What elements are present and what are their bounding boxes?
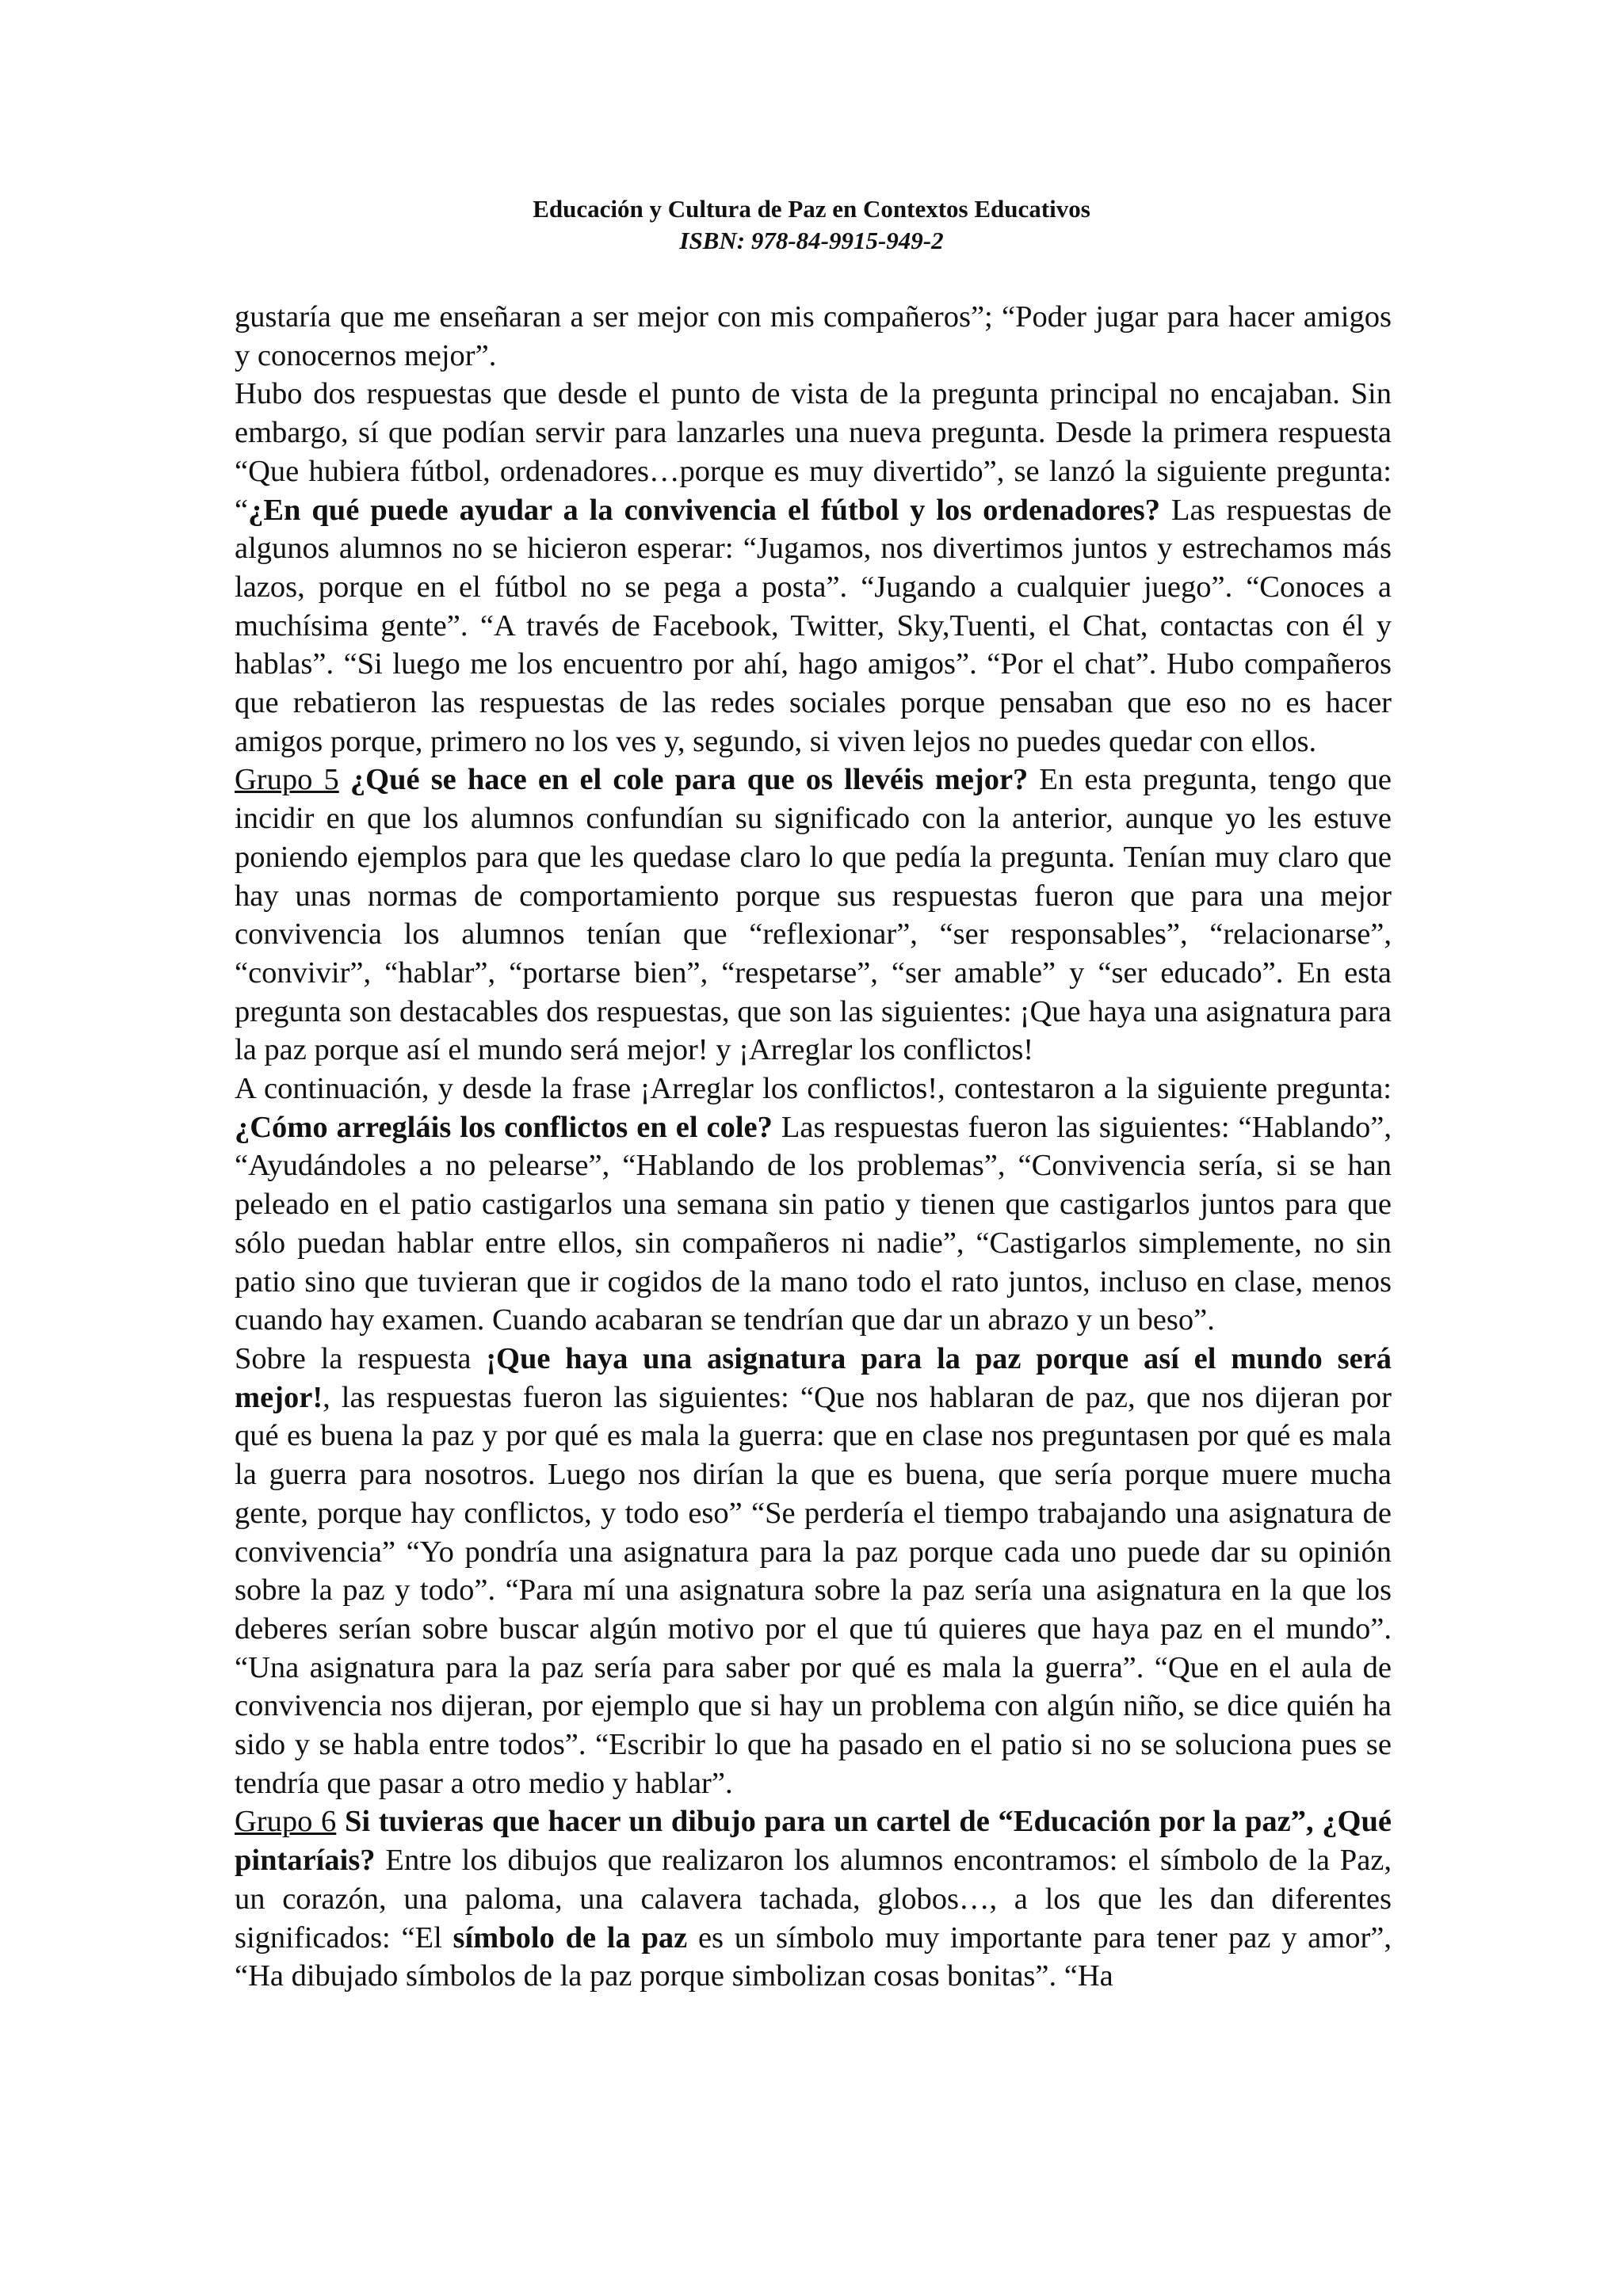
- paragraph-2-text-a: Hubo dos respuestas que desde el punto de vista de la pregunta principal no encajaban. Sin embargo, sí que podían servir para lanzarles una nueva pregunta. Desde la primera respuesta “Que hubiera fútbol, ordenadores…porque es muy divertido”, se lanzó la siguiente pregunta: “: [235, 377, 1392, 527]
- document-body: [235, 298, 1392, 1996]
- paragraph-4-text-a: A continuación, y desde la frase ¡Arreglar los conflictos!, contestaron a la siguiente pregunta:: [235, 1072, 1392, 1106]
- paragraph-1-text: gustaría que me enseñaran a ser mejor con mis compañeros”; “Poder jugar para hacer amigos y conocernos mejor”.: [235, 300, 1392, 372]
- group-6-label: Grupo 6: [235, 1805, 337, 1839]
- paragraph-6-text-a: Entre los dibujos que realizaron los alumnos encontramos: el símbolo de la Paz, un corazón, una paloma, una calavera tachada, globos…, a los que les dan diferentes significados: “El: [235, 1844, 1392, 1955]
- paragraph-5: [235, 1340, 1392, 1802]
- paragraph-2-text-b: Las respuestas de algunos alumnos no se hicieron esperar: “Jugamos, nos divertimos juntos y estrechamos más lazos, porque en el fútbol no se pega a posta”. “Jugando a cualquier juego”. “Conoces a muchísima gente”. “A través de Facebook, Twitter, Sky,Tuenti, el Chat, contactas con él y hablas”. “Si luego me los encuentro por ahí, hago amigos”. “Por el chat”. Hubo compañeros que rebatieron las respuestas de las redes sociales porque pensaban que eso no es hacer amigos porque, primero no los ves y, segundo, si viven lejos no puedes quedar con ellos.: [235, 493, 1392, 758]
- page-header: [0, 193, 1623, 257]
- paragraph-4-text-b: Las respuestas fueron las siguientes: “Hablando”, “Ayudándoles a no pelearse”, “Hablando de los problemas”, “Convivencia sería, si se han peleado en el patio castigarlos una semana sin patio y tienen que castigarlos juntos para que sólo puedan hablar entre ellos, sin compañeros ni nadie”, “Castigarlos simplemente, no sin patio sino que tuvieran que ir cogidos de la mano todo el rato juntos, incluso en clase, menos cuando hay examen. Cuando acabaran se tendrían que dar un abrazo y un beso”.: [235, 1110, 1392, 1337]
- question-group-6: Si tuvieras que hacer un dibujo para un cartel de “Educación por la paz”, ¿Qué pintaríais?: [235, 1805, 1392, 1878]
- paragraph-5-text-a: Sobre la respuesta: [235, 1341, 487, 1375]
- paragraph-3-text: En esta pregunta, tengo que incidir en que los alumnos confundían su significado con la anterior, aunque yo les estuve poniendo ejemplos para que les quedase claro lo que pedía la pregunta. Tenían muy claro que hay unas normas de comportamiento porque sus respuestas fueron que para una mejor convivencia los alumnos tenían que “reflexionar”, “ser responsables”, “relacionarse”, “convivir”, “hablar”, “portarse bien”, “respetarse”, “ser amable” y “ser educado”. En esta pregunta son destacables dos respuestas, que son las siguientes: ¡Que haya una asignatura para la paz porque así el mundo será mejor! y ¡Arreglar los conflictos!: [235, 763, 1392, 1067]
- question-conflictos: ¿Cómo arregláis los conflictos en el cole?: [235, 1110, 773, 1144]
- paragraph-4: [235, 1070, 1392, 1340]
- simbolo-paz-bold: símbolo de la paz: [453, 1920, 688, 1955]
- paragraph-1: [235, 298, 1392, 375]
- paragraph-3: [235, 761, 1392, 1070]
- answer-asignatura-paz: ¡Que haya una asignatura para la paz porque así el mundo será mejor!: [235, 1341, 1392, 1414]
- paragraph-2: [235, 375, 1392, 761]
- question-group-5: ¿Qué se hace en el cole para que os llevéis mejor?: [349, 763, 1029, 797]
- paragraph-5-text-b: , las respuestas fueron las siguientes: “Que nos hablaran de paz, que nos dijeran por qué es buena la paz y por qué es mala la guerra: que en clase nos preguntasen por qué es mala la guerra para nosotros. Luego nos dirían la que es buena, que sería porque muere mucha gente, porque hay conflictos, y todo eso” “Se perdería el tiempo trabajando una asignatura de convivencia” “Yo pondría una asignatura para la paz porque cada uno puede dar su opinión sobre la paz y todo”. “Para mí una asignatura sobre la paz sería una asignatura en la que los deberes serían sobre buscar algún motivo por el que tú quieres que haya paz en el mundo”. “Una asignatura para la paz sería para saber por qué es mala la guerra”. “Que en el aula de convivencia nos dijeran, por ejemplo que si hay un problema con algún niño, se dice quién ha sido y se habla entre todos”. “Escribir lo que ha pasado en el patio si no se soluciona pues se tendría que pasar a otro medio y hablar”.: [235, 1380, 1392, 1800]
- group-5-label: Grupo 5: [235, 763, 339, 797]
- paragraph-6: [235, 1802, 1392, 1996]
- question-futbol-ordenadores: ¿En qué puede ayudar a la convivencia el fútbol y los ordenadores?: [248, 493, 1161, 527]
- paragraph-6-text-b: es un símbolo muy importante para tener paz y amor”, “Ha dibujado símbolos de la paz porque simbolizan cosas bonitas”. “Ha: [235, 1920, 1392, 1993]
- book-title: Educación y Cultura de Paz en Contextos Educativos: [533, 195, 1090, 223]
- book-isbn: ISBN: 978-84-9915-949-2: [679, 227, 944, 254]
